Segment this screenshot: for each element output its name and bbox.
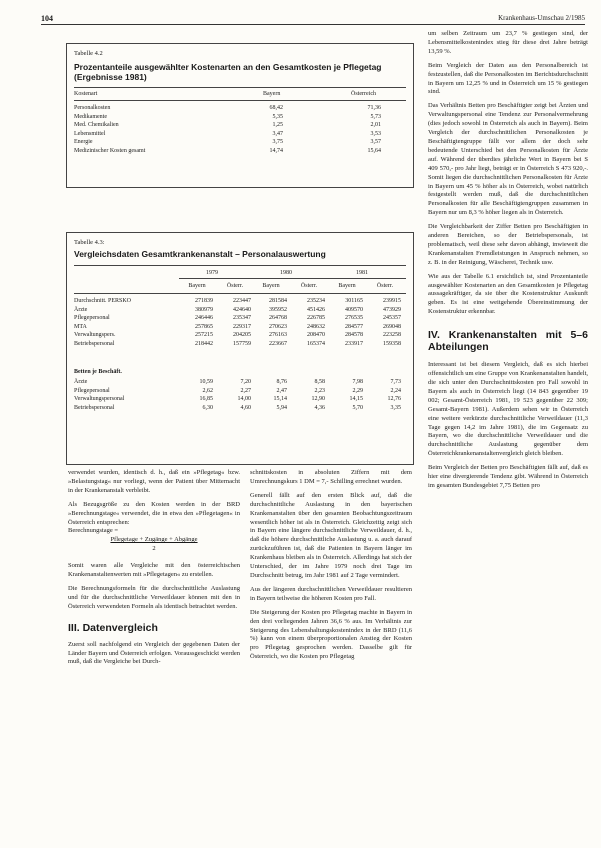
table-cell: 6,30 (202, 404, 213, 411)
table-cell: 2,23 (314, 387, 325, 394)
table-cell: 159358 (383, 340, 401, 347)
table-cell: 276535 (345, 315, 363, 321)
table-cell: 3,53 (370, 130, 381, 137)
table-cell: 2,27 (240, 387, 251, 394)
row-label: Betriebspersonal (74, 340, 115, 347)
row-label: Durchschnitt. PERSKO (74, 298, 131, 304)
table-cell: 208470 (307, 332, 325, 338)
paragraph: um selben Zeitraum um 23,7 % gestiegen sind, der Lebensmittelkostenindex stieg für diese drei Jahre beträgt 13,59 %. (428, 30, 588, 55)
paragraph: Generell fällt auf den ersten Blick auf, daß die durchschnittliche Auslastung in den bayerischen Krankenanstalten über den gesamten Beobachtungszeitraum wesentlich höher ist als in Österreich. Gleichzeitig zeigt sich in Bayern eine längere durchschnittliche Verweildauer, d. h., daß die höhere durchschnittliche Auslastung u. a. auch darauf zurückzuführen ist, daß die Patienten in Bayern länger im Krankenhaus bleiben als in Österreich. Allerdings hat sich der Unterschied, der im Jahre 1979 noch drei Tage im Durchschnitt betrug, im Jahr 1981 auf 2 Tage vermindert. (250, 491, 412, 579)
table-cell: 68,42 (269, 105, 283, 111)
row-label: Lebensmittel (74, 130, 106, 137)
middle-column (250, 469, 412, 667)
table-cell: 204205 (233, 332, 251, 338)
table-cell: 451426 (307, 306, 325, 313)
col-head-oesterreich: Österreich (351, 91, 376, 97)
table-cell: 264768 (269, 315, 287, 321)
table-cell: 15,14 (273, 396, 287, 402)
table-cell: 5,73 (370, 113, 381, 120)
row-label: Verwaltungspers. (74, 332, 116, 338)
formula-denominator: 2 (152, 545, 156, 553)
table-cell: 5,70 (352, 404, 363, 411)
table-cell: 10,59 (199, 379, 213, 385)
table-cell: 3,75 (272, 139, 283, 145)
table-cell: 235234 (307, 298, 325, 304)
sub-head: Österr. (376, 283, 394, 289)
row-label: Ärzte (74, 379, 88, 385)
table-label: Tabelle 4.2 (74, 50, 103, 57)
table-cell: 2,24 (390, 387, 401, 394)
table-title: Vergleichsdaten Gesamtkrankenanstalt – Personalauswertung (74, 249, 326, 259)
table-cell: 276163 (269, 332, 287, 338)
table-cell: 223667 (269, 340, 287, 347)
table-cell: 7,73 (390, 379, 401, 385)
table-cell: 2,29 (352, 387, 363, 394)
table-cell: 218442 (195, 340, 213, 347)
table-cell: 229317 (233, 323, 251, 330)
group-title: Betten je Beschäft. (74, 369, 122, 375)
table-cell: 4,60 (240, 404, 251, 411)
header-rule (41, 24, 585, 25)
row-label: Personalkosten (74, 105, 111, 111)
table-cell: 14,74 (269, 147, 283, 154)
table-cell: 71,36 (367, 105, 381, 111)
row-label: Med. Chemikalien (74, 122, 119, 128)
table-cell: 284577 (345, 323, 363, 330)
year-head: 1981 (356, 270, 368, 276)
section-heading: III. Datenvergleich (68, 621, 158, 634)
table-cell: 14,15 (349, 396, 363, 402)
table-cell: 157759 (233, 340, 251, 347)
table-cell: 271839 (195, 298, 213, 304)
table-cell: 8,58 (314, 379, 325, 385)
row-label: Verwaltungspersonal (74, 396, 125, 402)
paragraph: Interessant ist bei diesem Vergleich, daß es sich hierbei offensichtlich um eine Gruppe von Krankenanstalten handelt, die sich unter den Durchschnittskosten pro Fall sowohl in Bayern als auch in Österreich liegt (14 843 gegenüber 19 002; Gesamt-Österreich 1981, 19 523 gegenüber 22 309; Gesamt-Bayern 1981). Außerdem sehen wir in Österreich eine weitere verkürzte durchschnittliche Verweildauer (11,3 Tage gegen 14,2 im Jahre 1981), die im Gegensatz zu Bayern, wo die durchschnittliche Verweildauer und die durchschnittliche Auslastung gegenüber dem Österreichkrankenanstaltenvergleich gleich bleiben. (428, 361, 588, 458)
table-4-2 (66, 43, 414, 188)
formula-label: Berechnungstage = (68, 527, 119, 535)
table-cell: 245357 (383, 315, 401, 321)
row-label: Ärzte (74, 306, 88, 313)
table-rule (74, 87, 406, 88)
sub-head: Bayern (188, 283, 206, 289)
paragraph: Die Berechnungsformeln für die durchschnittliche Auslastung und für die durchschnittliche Verweildauer können mit den in Österreich verwendeten Formeln als identisch betrachtet werden. (68, 584, 240, 610)
sub-head: Österr. (226, 283, 244, 289)
row-label: Pflegepersonal (74, 315, 110, 321)
running-title: Krankenhaus-Umschau 2/1985 (498, 14, 585, 22)
table-cell: 233917 (345, 340, 363, 347)
table-cell: 269048 (383, 323, 401, 330)
table-cell: 2,62 (202, 387, 213, 394)
col-head-kostenart: Kostenart (74, 91, 98, 97)
table-rule (74, 293, 406, 294)
table-cell: 15,64 (367, 147, 381, 154)
table-cell: 284578 (345, 332, 363, 338)
row-label: Energie (74, 139, 93, 145)
table-cell: 2,47 (276, 387, 287, 394)
row-label: Medizinischer Kosten gesamt (74, 147, 146, 154)
table-cell: 12,90 (311, 396, 325, 402)
table-label: Tabelle 4.3: (74, 239, 105, 246)
table-cell: 257215 (195, 332, 213, 338)
table-cell: 14,00 (237, 396, 251, 402)
table-cell: 380979 (195, 306, 213, 313)
table-cell: 246446 (195, 315, 213, 321)
table-cell: 257865 (195, 323, 213, 330)
table-cell: 270623 (269, 323, 287, 330)
paragraph: verwendet wurden, identisch d. h., daß ein »Pflegetag« bzw. »Belastungstag« nur vorliegt, wenn der Patient über Mitternacht in der Krankenanstalt verbleibt. (68, 469, 240, 494)
col-head-bayern: Bayern (263, 91, 281, 97)
table-cell: 12,76 (387, 396, 401, 402)
table-cell: 395952 (269, 306, 287, 313)
table-cell: 281584 (269, 298, 287, 304)
row-label: Medikamente (74, 113, 107, 120)
table-cell: 235347 (233, 315, 251, 321)
table-rule (179, 278, 406, 279)
table-cell: 16,85 (199, 396, 213, 402)
paragraph: Somit waren alle Vergleiche mit den österreichischen Krankenanstaltenwerten mit »Pflegetagen« zu erstellen. (68, 562, 240, 579)
table-cell: 3,35 (390, 404, 401, 411)
sub-head: Bayern (338, 283, 356, 289)
section-heading: IV. Krankenanstalten mit 5–6 Abteilungen (428, 329, 588, 354)
table-cell: 7,20 (240, 379, 251, 385)
paragraph: Zuerst soll nachfolgend ein Vergleich der gegebenen Daten der Länder Bayern und Österreich erfolgen. Voraussgeschickt werden muß, daß die Vergleiche bei Durch- (68, 640, 240, 666)
sub-head: Bayern (262, 283, 280, 289)
table-cell: 223447 (233, 298, 251, 304)
paragraph: schnittskosten in absoluten Ziffern mit dem Umrechnungskurs 1 DM = 7,- Schilling errechnet wurden. (250, 469, 412, 485)
paragraph: Wie aus der Tabelle 6.1 ersichtlich ist, sind Prozentanteile ausgewählter Kostenarten an den Gesamtkosten je Pflegetag aussagekräftiger, da sie über die Kostenstruktur Auskunft geben. Es ist eine weitgehende Übereinstimmung der Kostenstruktur erkennbar. (428, 272, 588, 316)
table-title: Prozentanteile ausgewählter Kostenarten an den Gesamtkosten je Pflegetag (Ergebnisse 1981) (74, 62, 382, 82)
row-label: MTA (74, 323, 87, 330)
table-cell: 5,35 (272, 113, 283, 120)
table-cell: 3,47 (272, 130, 283, 137)
table-cell: 301165 (345, 298, 363, 304)
paragraph: Aus der längeren durchschnittlichen Verweildauer resultieren in Bayern teilweise die höheren Kosten pro Fall. (250, 585, 412, 602)
sub-head: Österr. (300, 283, 318, 289)
table-cell: 8,76 (276, 379, 287, 385)
table-cell: 3,57 (370, 139, 381, 145)
table-cell: 2,01 (370, 122, 381, 128)
formula-numerator: Pflegetage + Zugänge + Abgänge (110, 536, 198, 544)
table-cell: 473929 (383, 306, 401, 313)
year-head: 1979 (206, 270, 218, 276)
left-column (68, 469, 240, 672)
table-cell: 4,36 (314, 404, 325, 411)
paragraph: Das Verhältnis Betten pro Beschäftigter zeigt bei Ärzten und Verwaltungspersonal eine Tendenz zur Personalvermehrung (dies jedoch sowohl in Österreich als auch in Bayern). Beim Vergleich der durchschnittlichen Personalkosten je Beschäftigtengruppe fällt vor allem der doch sehr bedeutende Unterschied bei den Personalkosten für Ärzte auf. Während der überdies jährliche Wert in Bayern bei S 409 570,- pro Jahr liegt, beträgt er in Österreich S 473 920,-. Somit liegen die durchschnittlichen Personalkosten für Ärzte in Bayern um 45 % höher als in Österreich, wobei natürlich festgestellt werden muß, daß die durchschnittlichen Personalkosten für alle Beschäftigtengruppen zusammen in Bayern nur um 8,3 % höher liegen als in Österreich. (428, 102, 588, 217)
table-rule (74, 265, 406, 266)
row-label: Pflegepersonal (74, 387, 110, 394)
table-cell: 1,25 (272, 122, 283, 128)
row-label: Betriebspersonal (74, 404, 115, 411)
table-cell: 165374 (307, 340, 325, 347)
table-cell: 5,94 (276, 404, 287, 411)
table-cell: 223258 (383, 332, 401, 338)
table-cell: 7,98 (352, 379, 363, 385)
paragraph: Als Bezugsgröße zu den Kosten werden in der BRD »Berechnungstage« verwendet, die in etwa den »Pflegetagen« in Österreich entsprechen: (68, 500, 240, 526)
table-cell: 409570 (345, 306, 363, 313)
table-cell: 239915 (383, 298, 401, 304)
paragraph: Beim Vergleich der Betten pro Beschäftigten fällt auf, daß es hier eine divergierende Tendenz gibt. Während in Österreich im gesamten Bundesgebiet 7,75 Betten pro (428, 464, 588, 489)
page-number: 104 (41, 14, 53, 23)
table-cell: 226785 (307, 315, 325, 321)
table-rule (74, 100, 406, 101)
paragraph: Beim Vergleich der Daten aus den Personalbereich ist festzustellen, daß die Personalkosten im Berichtsdurchschnitt in Bayern um 12,25 % und in Österreich um 15 % gestiegen sind. (428, 61, 588, 96)
year-head: 1980 (280, 270, 292, 276)
table-cell: 248632 (307, 323, 325, 330)
paragraph: Die Vergleichbarkeit der Ziffer Betten pro Beschäftigten in anderen Bereichen, so der Betriebspersonals, ist problematisch, weil diese sehr davon abhängt, inwieweit die Krankenanstalten Fremdleistungen in Anspruch nehmen, so z. B. in der Reinigung, Wäscherei, Technik usw. (428, 223, 588, 266)
table-4-3 (66, 232, 414, 465)
table-cell: 424640 (233, 306, 251, 313)
paragraph: Die Steigerung der Kosten pro Pflegetag machte in Bayern in den drei vorliegenden Jahren 36,6 % aus. Im Verhältnis zur Steigerung des Lebenshaltungskostenindex in der BRD (11,6 %) kann von einem überproportionalen Anstieg der Kosten pro Pflegetag gesprochen werden. Dasselbe gilt für Österreich, wo die Kosten pro Pflegetag (250, 608, 412, 661)
right-column (428, 30, 588, 496)
